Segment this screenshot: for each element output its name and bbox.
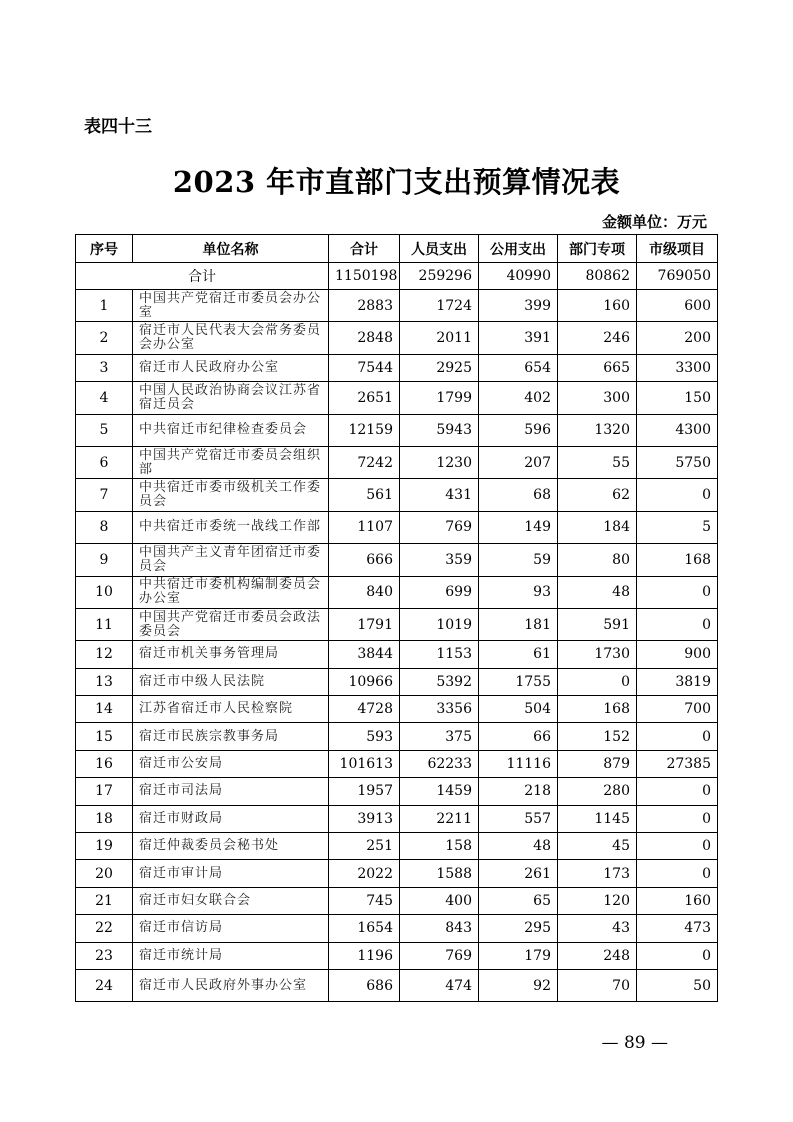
- table-row: [76, 668, 718, 695]
- row-value-cell: 1791: [329, 608, 400, 640]
- row-value-cell: 43: [558, 915, 637, 942]
- row-index: 16: [76, 750, 133, 777]
- col-header-unit-name: 单位名称: [133, 235, 329, 263]
- row-unit-name: 中国共产党宿迁市委员会政法委员会: [133, 608, 329, 640]
- row-value-cell: 160: [637, 887, 718, 914]
- row-unit-name: 宿迁市人民政府办公室: [133, 354, 329, 381]
- row-value-cell: 207: [479, 446, 558, 478]
- row-unit-name: 宿迁仲裁委员会秘书处: [133, 833, 329, 860]
- row-value-cell: 62: [558, 479, 637, 511]
- row-value-cell: 4300: [637, 414, 718, 446]
- row-value-cell: 168: [558, 696, 637, 723]
- row-value-cell: 700: [637, 696, 718, 723]
- table-row: [76, 778, 718, 805]
- row-value-cell: 359: [400, 544, 479, 576]
- header-row: [76, 235, 718, 263]
- row-value-cell: 7242: [329, 446, 400, 478]
- col-header-dept-special: 部门专项: [558, 235, 637, 263]
- row-value-cell: 5750: [637, 446, 718, 478]
- row-value-cell: 391: [479, 322, 558, 354]
- row-value-cell: 2925: [400, 354, 479, 381]
- row-value-cell: 1230: [400, 446, 479, 478]
- row-value-cell: 0: [637, 942, 718, 969]
- row-value-cell: 2211: [400, 805, 479, 832]
- row-index: 18: [76, 805, 133, 832]
- row-index: 4: [76, 382, 133, 414]
- table-row: [76, 608, 718, 640]
- row-value-cell: 61: [479, 641, 558, 668]
- row-value-cell: 473: [637, 915, 718, 942]
- row-index: 15: [76, 723, 133, 750]
- row-index: 3: [76, 354, 133, 381]
- row-value-cell: 399: [479, 290, 558, 322]
- table-row: [76, 887, 718, 914]
- row-value-cell: 184: [558, 511, 637, 543]
- row-index: 22: [76, 915, 133, 942]
- total-cell: 40990: [479, 263, 558, 290]
- row-value-cell: 5: [637, 511, 718, 543]
- row-unit-name: 中共宿迁市纪律检查委员会: [133, 414, 329, 446]
- row-value-cell: 251: [329, 833, 400, 860]
- table-row: [76, 641, 718, 668]
- table-row: [76, 915, 718, 942]
- row-value-cell: 0: [637, 805, 718, 832]
- row-index: 17: [76, 778, 133, 805]
- row-value-cell: 173: [558, 860, 637, 887]
- row-value-cell: 55: [558, 446, 637, 478]
- total-label: 合计: [76, 263, 329, 290]
- row-index: 23: [76, 942, 133, 969]
- row-value-cell: 591: [558, 608, 637, 640]
- row-value-cell: 2883: [329, 290, 400, 322]
- row-value-cell: 160: [558, 290, 637, 322]
- row-value-cell: 27385: [637, 750, 718, 777]
- row-value-cell: 5943: [400, 414, 479, 446]
- row-value-cell: 48: [558, 576, 637, 608]
- row-value-cell: 3300: [637, 354, 718, 381]
- row-value-cell: 474: [400, 969, 479, 1001]
- row-value-cell: 70: [558, 969, 637, 1001]
- row-value-cell: 666: [329, 544, 400, 576]
- row-value-cell: 200: [637, 322, 718, 354]
- row-value-cell: 0: [637, 608, 718, 640]
- row-unit-name: 江苏省宿迁市人民检察院: [133, 696, 329, 723]
- row-value-cell: 879: [558, 750, 637, 777]
- row-value-cell: 48: [479, 833, 558, 860]
- row-unit-name: 中共宿迁市委机构编制委员会办公室: [133, 576, 329, 608]
- row-unit-name: 中国共产党宿迁市委员会办公室: [133, 290, 329, 322]
- row-unit-name: 中国人民政治协商会议江苏省宿迁员会: [133, 382, 329, 414]
- table-row: [76, 382, 718, 414]
- total-cell: 80862: [558, 263, 637, 290]
- row-value-cell: 596: [479, 414, 558, 446]
- row-unit-name: 宿迁市人民政府外事办公室: [133, 969, 329, 1001]
- row-value-cell: 7544: [329, 354, 400, 381]
- row-unit-name: 宿迁市公安局: [133, 750, 329, 777]
- table-row: [76, 446, 718, 478]
- unit-note: 金额单位：万元: [601, 213, 707, 231]
- row-value-cell: 1755: [479, 668, 558, 695]
- row-value-cell: 0: [558, 668, 637, 695]
- row-unit-name: 中共宿迁市委统一战线工作部: [133, 511, 329, 543]
- row-index: 7: [76, 479, 133, 511]
- row-value-cell: 1019: [400, 608, 479, 640]
- row-value-cell: 65: [479, 887, 558, 914]
- row-value-cell: 11116: [479, 750, 558, 777]
- row-value-cell: 0: [637, 833, 718, 860]
- table-row: [76, 833, 718, 860]
- row-value-cell: 1654: [329, 915, 400, 942]
- row-value-cell: 280: [558, 778, 637, 805]
- row-index: 14: [76, 696, 133, 723]
- row-value-cell: 745: [329, 887, 400, 914]
- row-value-cell: 120: [558, 887, 637, 914]
- row-value-cell: 50: [637, 969, 718, 1001]
- row-index: 13: [76, 668, 133, 695]
- row-value-cell: 68: [479, 479, 558, 511]
- total-cell: 769050: [637, 263, 718, 290]
- row-value-cell: 593: [329, 723, 400, 750]
- row-index: 6: [76, 446, 133, 478]
- table-row: [76, 969, 718, 1001]
- row-value-cell: 1320: [558, 414, 637, 446]
- table-row: [76, 723, 718, 750]
- row-unit-name: 宿迁市信访局: [133, 915, 329, 942]
- row-value-cell: 179: [479, 942, 558, 969]
- row-value-cell: 1799: [400, 382, 479, 414]
- row-value-cell: 10966: [329, 668, 400, 695]
- row-value-cell: 0: [637, 479, 718, 511]
- row-value-cell: 12159: [329, 414, 400, 446]
- row-value-cell: 59: [479, 544, 558, 576]
- row-value-cell: 2022: [329, 860, 400, 887]
- row-index: 2: [76, 322, 133, 354]
- row-value-cell: 3844: [329, 641, 400, 668]
- budget-table: [75, 234, 718, 1002]
- row-index: 24: [76, 969, 133, 1001]
- row-value-cell: 686: [329, 969, 400, 1001]
- table-row: [76, 511, 718, 543]
- row-unit-name: 宿迁市中级人民法院: [133, 668, 329, 695]
- row-index: 12: [76, 641, 133, 668]
- row-index: 19: [76, 833, 133, 860]
- col-header-index: 序号: [76, 235, 133, 263]
- row-value-cell: 769: [400, 942, 479, 969]
- row-unit-name: 中共宿迁市委市级机关工作委员会: [133, 479, 329, 511]
- row-value-cell: 0: [637, 778, 718, 805]
- row-value-cell: 900: [637, 641, 718, 668]
- row-unit-name: 中国共产主义青年团宿迁市委员会: [133, 544, 329, 576]
- row-value-cell: 5392: [400, 668, 479, 695]
- row-value-cell: 402: [479, 382, 558, 414]
- total-row: [76, 263, 718, 290]
- row-value-cell: 769: [400, 511, 479, 543]
- row-value-cell: 840: [329, 576, 400, 608]
- row-value-cell: 2011: [400, 322, 479, 354]
- row-value-cell: 149: [479, 511, 558, 543]
- row-index: 20: [76, 860, 133, 887]
- row-index: 9: [76, 544, 133, 576]
- row-value-cell: 295: [479, 915, 558, 942]
- row-value-cell: 1957: [329, 778, 400, 805]
- row-unit-name: 中国共产党宿迁市委员会组织部: [133, 446, 329, 478]
- row-value-cell: 557: [479, 805, 558, 832]
- row-value-cell: 1145: [558, 805, 637, 832]
- row-value-cell: 699: [400, 576, 479, 608]
- row-value-cell: 1107: [329, 511, 400, 543]
- row-value-cell: 66: [479, 723, 558, 750]
- row-value-cell: 665: [558, 354, 637, 381]
- row-value-cell: 600: [637, 290, 718, 322]
- row-value-cell: 246: [558, 322, 637, 354]
- total-cell: 1150198: [329, 263, 400, 290]
- table-row: [76, 805, 718, 832]
- row-value-cell: 1196: [329, 942, 400, 969]
- row-value-cell: 400: [400, 887, 479, 914]
- row-unit-name: 宿迁市统计局: [133, 942, 329, 969]
- row-value-cell: 1459: [400, 778, 479, 805]
- row-value-cell: 93: [479, 576, 558, 608]
- row-value-cell: 375: [400, 723, 479, 750]
- row-value-cell: 45: [558, 833, 637, 860]
- row-value-cell: 0: [637, 860, 718, 887]
- page-number: — 89 —: [601, 1033, 668, 1053]
- row-value-cell: 168: [637, 544, 718, 576]
- page-title: 2023 年市直部门支出预算情况表: [172, 165, 621, 199]
- col-header-city-project: 市级项目: [637, 235, 718, 263]
- row-value-cell: 4728: [329, 696, 400, 723]
- row-value-cell: 152: [558, 723, 637, 750]
- row-value-cell: 1153: [400, 641, 479, 668]
- table-row: [76, 322, 718, 354]
- row-value-cell: 0: [637, 576, 718, 608]
- row-value-cell: 2651: [329, 382, 400, 414]
- row-value-cell: 92: [479, 969, 558, 1001]
- row-index: 11: [76, 608, 133, 640]
- row-value-cell: 261: [479, 860, 558, 887]
- row-value-cell: 3913: [329, 805, 400, 832]
- row-value-cell: 158: [400, 833, 479, 860]
- col-header-total: 合计: [329, 235, 400, 263]
- row-value-cell: 431: [400, 479, 479, 511]
- row-index: 10: [76, 576, 133, 608]
- table-label: 表四十三: [84, 117, 152, 137]
- table-row: [76, 942, 718, 969]
- row-value-cell: 2848: [329, 322, 400, 354]
- row-value-cell: 62233: [400, 750, 479, 777]
- row-value-cell: 80: [558, 544, 637, 576]
- row-value-cell: 1730: [558, 641, 637, 668]
- row-value-cell: 1588: [400, 860, 479, 887]
- row-unit-name: 宿迁市民族宗教事务局: [133, 723, 329, 750]
- row-value-cell: 218: [479, 778, 558, 805]
- row-unit-name: 宿迁市审计局: [133, 860, 329, 887]
- row-unit-name: 宿迁市妇女联合会: [133, 887, 329, 914]
- table-row: [76, 354, 718, 381]
- row-value-cell: 300: [558, 382, 637, 414]
- row-index: 1: [76, 290, 133, 322]
- row-value-cell: 0: [637, 723, 718, 750]
- table-row: [76, 696, 718, 723]
- row-value-cell: 504: [479, 696, 558, 723]
- table-row: [76, 860, 718, 887]
- row-unit-name: 宿迁市机关事务管理局: [133, 641, 329, 668]
- row-value-cell: 3819: [637, 668, 718, 695]
- row-value-cell: 3356: [400, 696, 479, 723]
- row-index: 8: [76, 511, 133, 543]
- table-row: [76, 479, 718, 511]
- row-value-cell: 843: [400, 915, 479, 942]
- col-header-public: 公用支出: [479, 235, 558, 263]
- total-cell: 259296: [400, 263, 479, 290]
- table-row: [76, 750, 718, 777]
- table-row: [76, 576, 718, 608]
- row-value-cell: 248: [558, 942, 637, 969]
- table-row: [76, 544, 718, 576]
- row-index: 21: [76, 887, 133, 914]
- row-unit-name: 宿迁市人民代表大会常务委员会办公室: [133, 322, 329, 354]
- col-header-personnel: 人员支出: [400, 235, 479, 263]
- row-value-cell: 150: [637, 382, 718, 414]
- row-unit-name: 宿迁市财政局: [133, 805, 329, 832]
- row-value-cell: 1724: [400, 290, 479, 322]
- row-value-cell: 181: [479, 608, 558, 640]
- table-row: [76, 290, 718, 322]
- row-unit-name: 宿迁市司法局: [133, 778, 329, 805]
- table-row: [76, 414, 718, 446]
- row-index: 5: [76, 414, 133, 446]
- row-value-cell: 561: [329, 479, 400, 511]
- row-value-cell: 101613: [329, 750, 400, 777]
- row-value-cell: 654: [479, 354, 558, 381]
